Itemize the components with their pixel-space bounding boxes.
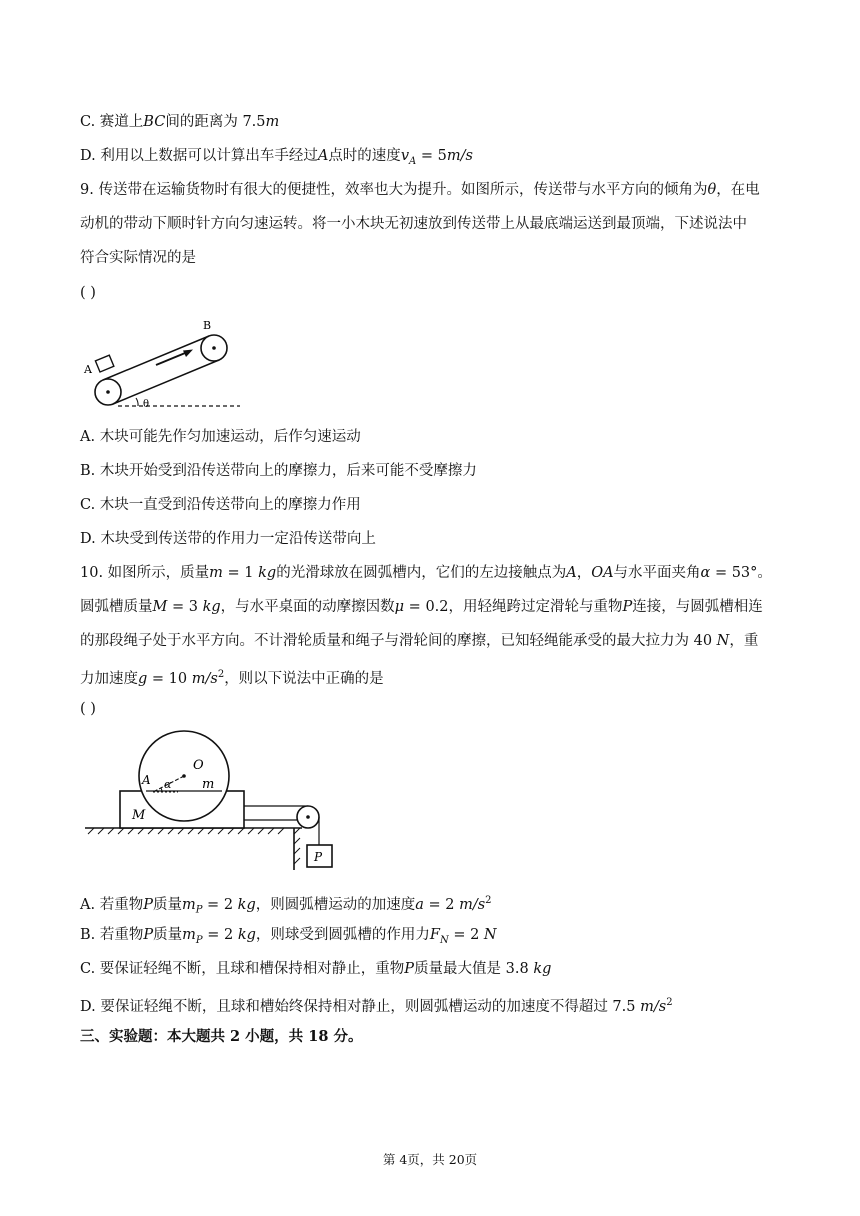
sup: 2	[217, 669, 225, 680]
var: m	[182, 927, 196, 943]
unit: kg	[237, 896, 256, 913]
label-a: A	[142, 773, 151, 787]
t: C. 要保证轻绳不断，且球和槽保持相对静止，重物	[80, 961, 405, 977]
q8-c-unit: m	[265, 114, 280, 130]
var-M: M	[152, 599, 168, 615]
q8-c-value: 7.5	[242, 114, 266, 130]
q10-stem-line2	[80, 597, 763, 617]
q10-answer-paren: ( )	[80, 701, 96, 717]
page-footer: 第 4页，共 20页	[382, 1152, 478, 1167]
t: = 1	[222, 565, 259, 581]
var: P	[143, 896, 153, 913]
q8-d-text2: 点时的速度	[328, 148, 401, 164]
var-p: P	[622, 599, 633, 615]
q9-stem-1a: 9. 传送带在运输货物时有很大的便捷性，效率也大为提升。如图所示，传送带与水平方向的倾角为	[80, 182, 708, 198]
unit: N	[716, 633, 730, 649]
t: ，与水平桌面的动摩擦因数	[220, 599, 395, 615]
var: P	[143, 927, 154, 943]
var-oa: OA	[591, 565, 614, 581]
var: a	[415, 896, 424, 913]
t: 质量最大值是 3.8	[414, 961, 534, 977]
var-a: A	[566, 565, 577, 581]
sub: N	[439, 934, 449, 946]
wood-block	[95, 355, 113, 372]
unit: kg	[258, 565, 277, 581]
q8-option-c	[80, 112, 279, 132]
q9-option-d: D. 木块受到传送带的作用力一定沿传送带向上	[80, 531, 376, 547]
q8-d-v: v	[400, 148, 410, 164]
q9-stem-1b: ，在电	[716, 182, 760, 198]
t: 10. 如图所示，质量	[80, 565, 210, 581]
t: = 2	[423, 896, 460, 913]
t: = 10	[147, 670, 192, 687]
sub: P	[195, 934, 203, 946]
unit: kg	[237, 927, 256, 943]
t: 质量	[153, 927, 183, 943]
q10-stem-line4	[80, 665, 384, 689]
q10-stem-line1	[80, 563, 772, 583]
q10-option-d	[80, 993, 673, 1017]
label-p: P	[314, 850, 323, 864]
t: ，则圆弧槽运动的加速度	[255, 896, 416, 913]
q8-c-bc: BC	[143, 114, 166, 130]
t: 的那段绳子处于水平方向。不计滑轮质量和绳子与滑轮间的摩擦，已知轻绳能承受的最大拉力为 40	[80, 633, 717, 649]
q10-stem-line3	[80, 631, 758, 651]
q10-option-c	[80, 959, 551, 979]
q8-d-text: D. 利用以上数据可以计算出车手经过	[80, 148, 318, 164]
t: = 2	[202, 896, 238, 913]
q8-d-a: A	[317, 148, 329, 164]
q9-stem-line1	[80, 180, 760, 200]
t: = 2	[448, 927, 484, 943]
unit: N	[483, 927, 497, 943]
label-theta: θ	[143, 399, 150, 410]
t: = 0.2，用轻绳跨过定滑轮与重物	[404, 599, 623, 615]
q9-option-b: B. 木块开始受到沿传送带向上的摩擦力，后来可能不受摩擦力	[80, 463, 477, 479]
q8-d-value: = 5	[416, 148, 447, 164]
q9-answer-paren: ( )	[80, 285, 96, 301]
t: = 3	[167, 599, 203, 615]
var-m: m	[209, 565, 223, 581]
var-mu: μ	[394, 599, 405, 615]
section-three-heading: 三、实验题：本大题共 2 小题，共 18 分。	[80, 1028, 363, 1045]
unit: m/s	[640, 998, 667, 1015]
unit: kg	[533, 961, 552, 977]
t: 连接，与圆弧槽相连	[632, 599, 763, 615]
t: A. 若重物	[80, 896, 144, 913]
sup: 2	[666, 997, 673, 1008]
sup: 2	[485, 895, 492, 906]
t: = 53°。	[710, 565, 772, 581]
q9-stem-line3: 符合实际情况的是	[80, 250, 196, 266]
q10-slot-figure	[80, 728, 350, 873]
t: 的光滑球放在圆弧槽内，它们的左边接触点为	[276, 565, 567, 581]
var-alpha: α	[700, 565, 711, 581]
t: ，	[576, 565, 592, 581]
t: 圆弧槽质量	[80, 599, 153, 615]
q8-c-text: C. 赛道上	[80, 114, 144, 130]
q9-option-a: A. 木块可能先作匀加速运动，后作匀速运动	[80, 429, 361, 445]
unit: m/s	[459, 896, 486, 913]
t: ，则以下说法中正确的是	[224, 670, 384, 687]
q8-option-d	[80, 146, 473, 172]
t: ，重	[729, 633, 759, 649]
sub: P	[195, 904, 203, 916]
q10-option-b	[80, 925, 497, 951]
var: P	[404, 961, 415, 977]
label-o: O	[193, 758, 204, 773]
t: 质量	[152, 896, 182, 913]
label-a: A	[84, 363, 92, 376]
var-g: g	[138, 670, 148, 687]
unit: m/s	[191, 670, 218, 687]
var: F	[429, 927, 440, 943]
t: 力加速度	[80, 670, 138, 687]
t: ，则球受到圆弧槽的作用力	[255, 927, 430, 943]
q10-option-a	[80, 891, 492, 921]
label-b: B	[203, 319, 212, 332]
t: B. 若重物	[80, 927, 144, 943]
q9-theta: θ	[707, 182, 717, 198]
label-alpha: α	[164, 778, 172, 791]
q8-d-unit: m/s	[446, 148, 473, 164]
q8-d-sub: A	[409, 155, 417, 167]
t: 与水平面夹角	[613, 565, 701, 581]
label-big-m: M	[132, 808, 146, 823]
label-m: m	[202, 777, 215, 792]
t: = 2	[202, 927, 238, 943]
q8-c-text2: 间的距离为	[165, 114, 243, 130]
direction-arrow	[183, 350, 193, 358]
q9-option-c: C. 木块一直受到沿传送带向上的摩擦力作用	[80, 497, 361, 513]
unit: kg	[202, 599, 221, 615]
q9-stem-line2: 动机的带动下顺时针方向匀速运转。将一小木块无初速放到传送带上从最底端运送到最顶端，下述说法中	[80, 216, 747, 232]
t: D. 要保证轻绳不断，且球和槽始终保持相对静止，则圆弧槽运动的加速度不得超过 7.5	[80, 998, 641, 1015]
var: m	[181, 896, 196, 913]
q9-conveyor-figure	[80, 315, 250, 415]
